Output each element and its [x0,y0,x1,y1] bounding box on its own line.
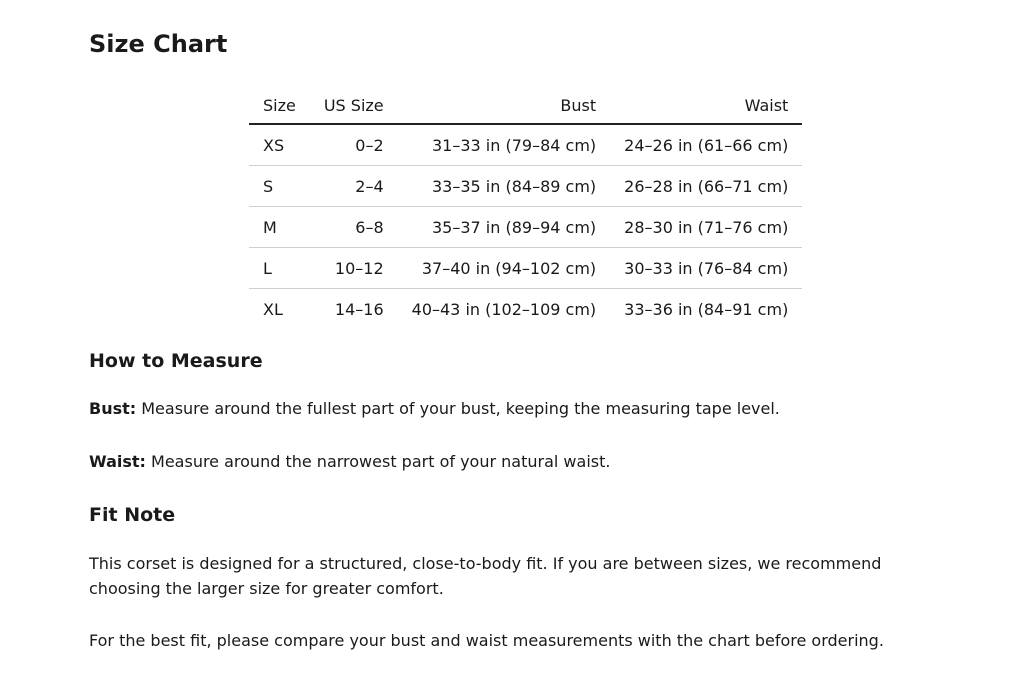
cell-size: M [249,207,310,248]
cell-bust: 37–40 in (94–102 cm) [398,248,611,289]
waist-label: Waist: [89,452,146,471]
table-header-row [249,87,802,124]
cell-bust: 31–33 in (79–84 cm) [398,124,611,166]
table-row [249,207,802,248]
cell-waist: 33–36 in (84–91 cm) [624,299,789,319]
column-header-size: Size [249,87,310,124]
table-row [249,289,802,330]
size-chart-table [249,87,802,329]
table-row [249,248,802,289]
bust-instruction-text: Measure around the fullest part of your bust, keeping the measuring tape level. [136,399,780,418]
table-row [249,166,802,207]
table-row [249,124,802,166]
waist-instruction [89,449,949,474]
cell-bust: 40–43 in (102–109 cm) [411,299,597,319]
how-to-measure-heading: How to Measure [89,350,263,372]
cell-bust: 33–35 in (84–89 cm) [398,166,611,207]
cell-us-size: 6–8 [310,207,398,248]
cell-us-size: 14–16 [334,299,384,319]
cell-waist: 28–30 in (71–76 cm) [610,207,802,248]
waist-instruction-text: Measure around the narrowest part of your natural waist. [145,452,611,471]
cell-us-size: 0–2 [310,124,398,166]
column-header-waist: Waist [610,87,802,124]
cell-size: XL [263,299,283,319]
cell-size: XS [249,124,310,166]
cell-size: L [249,248,310,289]
cell-waist: 24–26 in (61–66 cm) [610,124,802,166]
cell-waist: 26–28 in (66–71 cm) [610,166,802,207]
bust-label: Bust: [89,399,137,418]
cell-us-size: 10–12 [310,248,398,289]
cell-size: S [249,166,310,207]
bust-instruction [89,396,949,421]
fit-note-paragraph: This corset is designed for a structured, close-to-body fit. If you are between sizes, we recommend choosing the larger size for greater comfort. [89,554,882,598]
cell-us-size: 2–4 [310,166,398,207]
fit-note-paragraph: For the best fit, please compare your bust and waist measurements with the chart before ordering. [89,631,884,650]
cell-bust: 35–37 in (89–94 cm) [398,207,611,248]
fit-note-heading: Fit Note [89,504,176,526]
cell-waist: 30–33 in (76–84 cm) [610,248,802,289]
page-title: Size Chart [89,30,228,58]
column-header-bust: Bust [398,87,611,124]
column-header-us-size: US Size [310,87,398,124]
